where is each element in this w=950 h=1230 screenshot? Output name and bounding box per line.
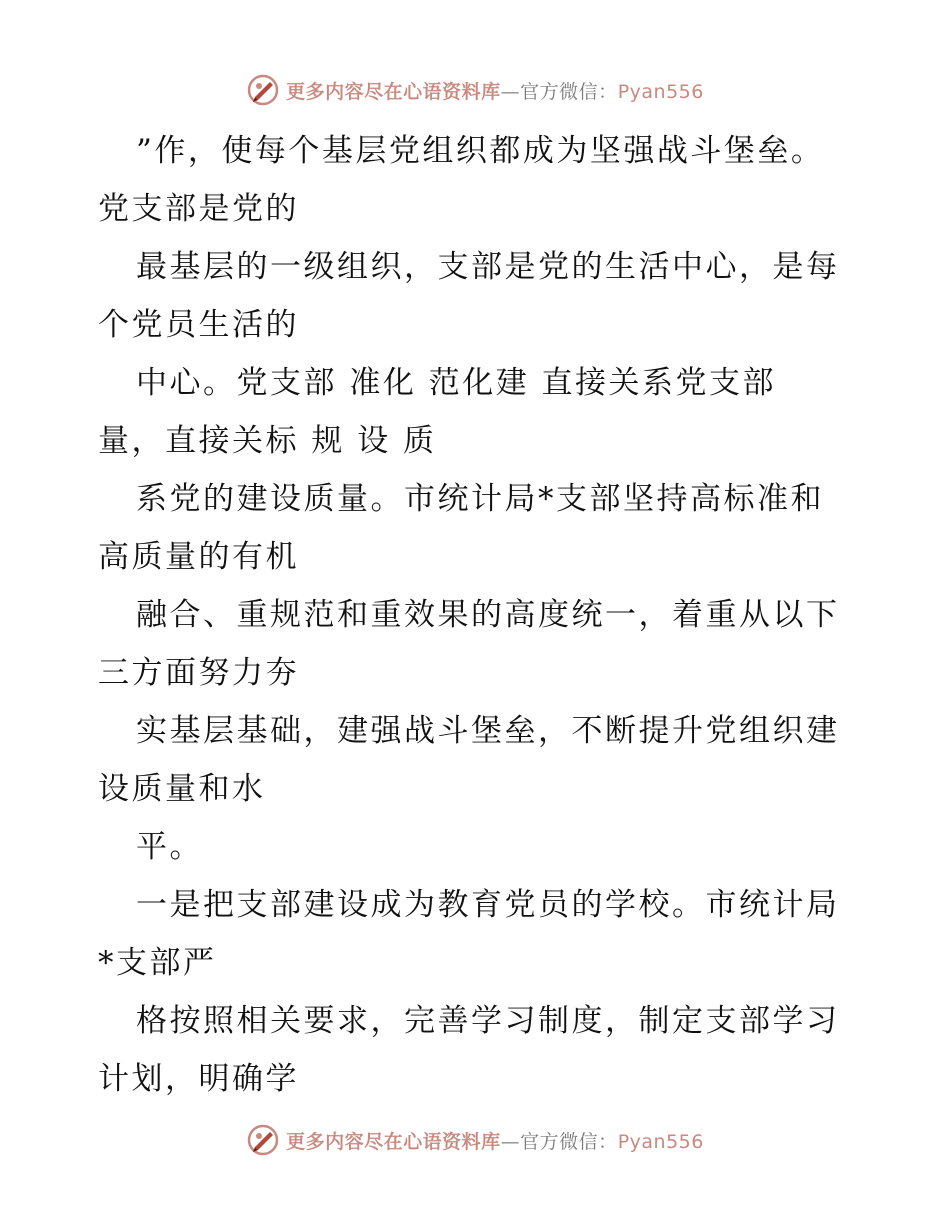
watermark-label: 官方微信： [520, 80, 618, 103]
brand-logo-icon [246, 73, 280, 107]
watermark-brand: 更多内容尽在心语资料库 [286, 80, 501, 103]
text-line: 量，直接关标 规 设 质 [98, 423, 437, 459]
text-line: 最基层的一级组织，支部是党的生活中心，是每 [136, 249, 840, 285]
text-line: 三方面努力夯 [98, 655, 299, 691]
watermark-brand: 更多内容尽在心语资料库 [286, 1130, 501, 1153]
text-line: 个党员生活的 [98, 307, 299, 343]
text-line: 计划，明确学 [98, 1061, 299, 1097]
text-line: 一是把支部建设成为教育党员的学校。市统计局 [136, 887, 840, 923]
text-line: 中心。党支部 准化 范化建 直接关系党支部 [136, 365, 777, 401]
watermark-id: Pyan556 [617, 80, 704, 103]
brand-logo-icon [246, 1123, 280, 1157]
text-line: 系党的建设质量。市统计局*支部坚持高标准和 [136, 481, 824, 517]
text-line: 高质量的有机 [98, 539, 299, 575]
text-line: 党支部是党的 [98, 191, 299, 227]
watermark-id: Pyan556 [617, 1130, 704, 1153]
watermark-dash: — [500, 1130, 521, 1153]
watermark-label: 官方微信： [520, 1130, 618, 1153]
text-line: 设质量和水 [98, 771, 266, 807]
watermark-dash: — [500, 80, 521, 103]
text-line: 平。 [136, 829, 203, 865]
text-line: ”作，使每个基层党组织都成为坚强战斗堡垒。 [136, 133, 825, 169]
text-line: 格按照相关要求，完善学习制度，制定支部学习 [136, 1003, 840, 1039]
document-body [98, 122, 858, 1108]
text-line: 实基层基础，建强战斗堡垒，不断提升党组织建 [136, 713, 840, 749]
text-line: 融合、重规范和重效果的高度统一，着重从以下 [136, 597, 840, 633]
footer-watermark [0, 1120, 950, 1160]
header-watermark [0, 70, 950, 110]
text-line: *支部严 [98, 945, 217, 981]
